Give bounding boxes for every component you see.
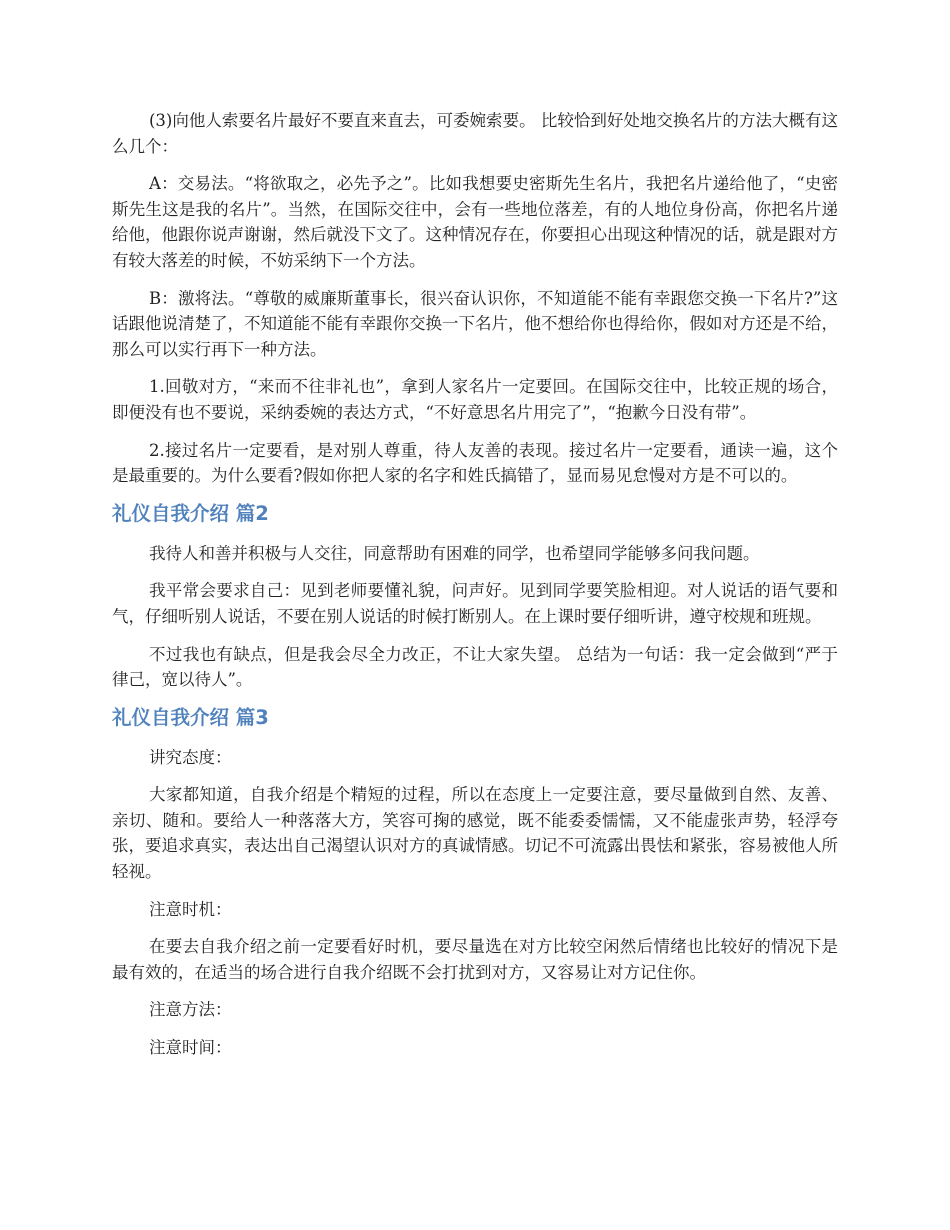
paragraph-exchange-method: A：交易法。“将欲取之，必先予之”。比如我想要史密斯先生名片，我把名片递给他了，“史密斯先生这是我的名片”。当然，在国际交往中，会有一些地位落差，有的人地位身份高，你把名片递给他，他跟你说声谢谢，然后就没下文了。这种情况存在，你要担心出现这种情况的话，就是跟对方有较大落差的时候，不妨采纳下一个方法。 xyxy=(112,174,838,270)
section-heading-part-2: 礼仪自我介绍 篇2 xyxy=(112,501,269,525)
paragraph-reciprocate: 1.回敬对方，“来而不往非礼也”，拿到人家名片一定要回。在国际交往中，比较正规的场合，即便没有也不要说，采纳委婉的表达方式，“不好意思名片用完了”，“抱歉今日没有带”。 xyxy=(112,377,838,422)
paragraph-read-card: 2.接过名片一定要看，是对别人尊重，待人友善的表现。接过名片一定要看，通读一遍，这个是最重要的。为什么要看?假如你把人家的名字和姓氏搞错了，显而易见怠慢对方是不可以的。 xyxy=(112,440,838,486)
section-heading-part-3: 礼仪自我介绍 篇3 xyxy=(112,705,269,729)
paragraph-friendly: 我待人和善并积极与人交往，同意帮助有困难的同学，也希望同学能够多问我问题。 xyxy=(149,543,760,563)
paragraph-shortcomings: 不过我也有缺点，但是我会尽全力改正，不让大家失望。 总结为一句话：我一定会做到“严于律己，宽以待人”。 xyxy=(112,644,838,690)
paragraph-attitude: 大家都知道，自我介绍是个精短的过程，所以在态度上一定要注意，要尽量做到自然、友善、亲切、随和。要给人一种落落大方，笑容可掬的感觉，既不能委委懦懦，又不能虚张声势，轻浮夸张，要追求真实，表达出自己渴望认识对方的真诚情感。切记不可流露出畏怯和紧张，容易被他人所轻视。 xyxy=(112,785,838,882)
paragraph-timing-label: 注意时机： xyxy=(149,899,232,919)
paragraph-name-card-request: (3)向他人索要名片最好不要直来直去，可委婉索要。 比较恰到好处地交换名片的方法大概有这么几个： xyxy=(112,111,838,156)
paragraph-provocation-method: B：激将法。“尊敬的威廉斯董事长，很兴奋认识你，不知道能不能有幸跟您交换一下名片?”这话跟他说清楚了，不知道能不能有幸跟你交换一下名片，他不想给你也得给你，假如对方还是不给，那么可以实行再下一种方法。 xyxy=(112,288,838,359)
paragraph-attitude-label: 讲究态度： xyxy=(149,747,232,767)
paragraph-method-label: 注意方法： xyxy=(149,1000,232,1020)
paragraph-self-requirements: 我平常会要求自己：见到老师要懂礼貌，问声好。见到同学要笑脸相迎。对人说话的语气要和气，仔细听别人说话，不要在别人说话的时候打断别人。在上课时要仔细听讲，遵守校规和班规。 xyxy=(112,581,838,626)
paragraph-timing: 在要去自我介绍之前一定要看好时机，要尽量选在对方比较空闲然后情绪也比较好的情况下是最有效的，在适当的场合进行自我介绍既不会打扰到对方，又容易让对方记住你。 xyxy=(112,937,838,982)
paragraph-time-label: 注意时间： xyxy=(149,1038,232,1058)
